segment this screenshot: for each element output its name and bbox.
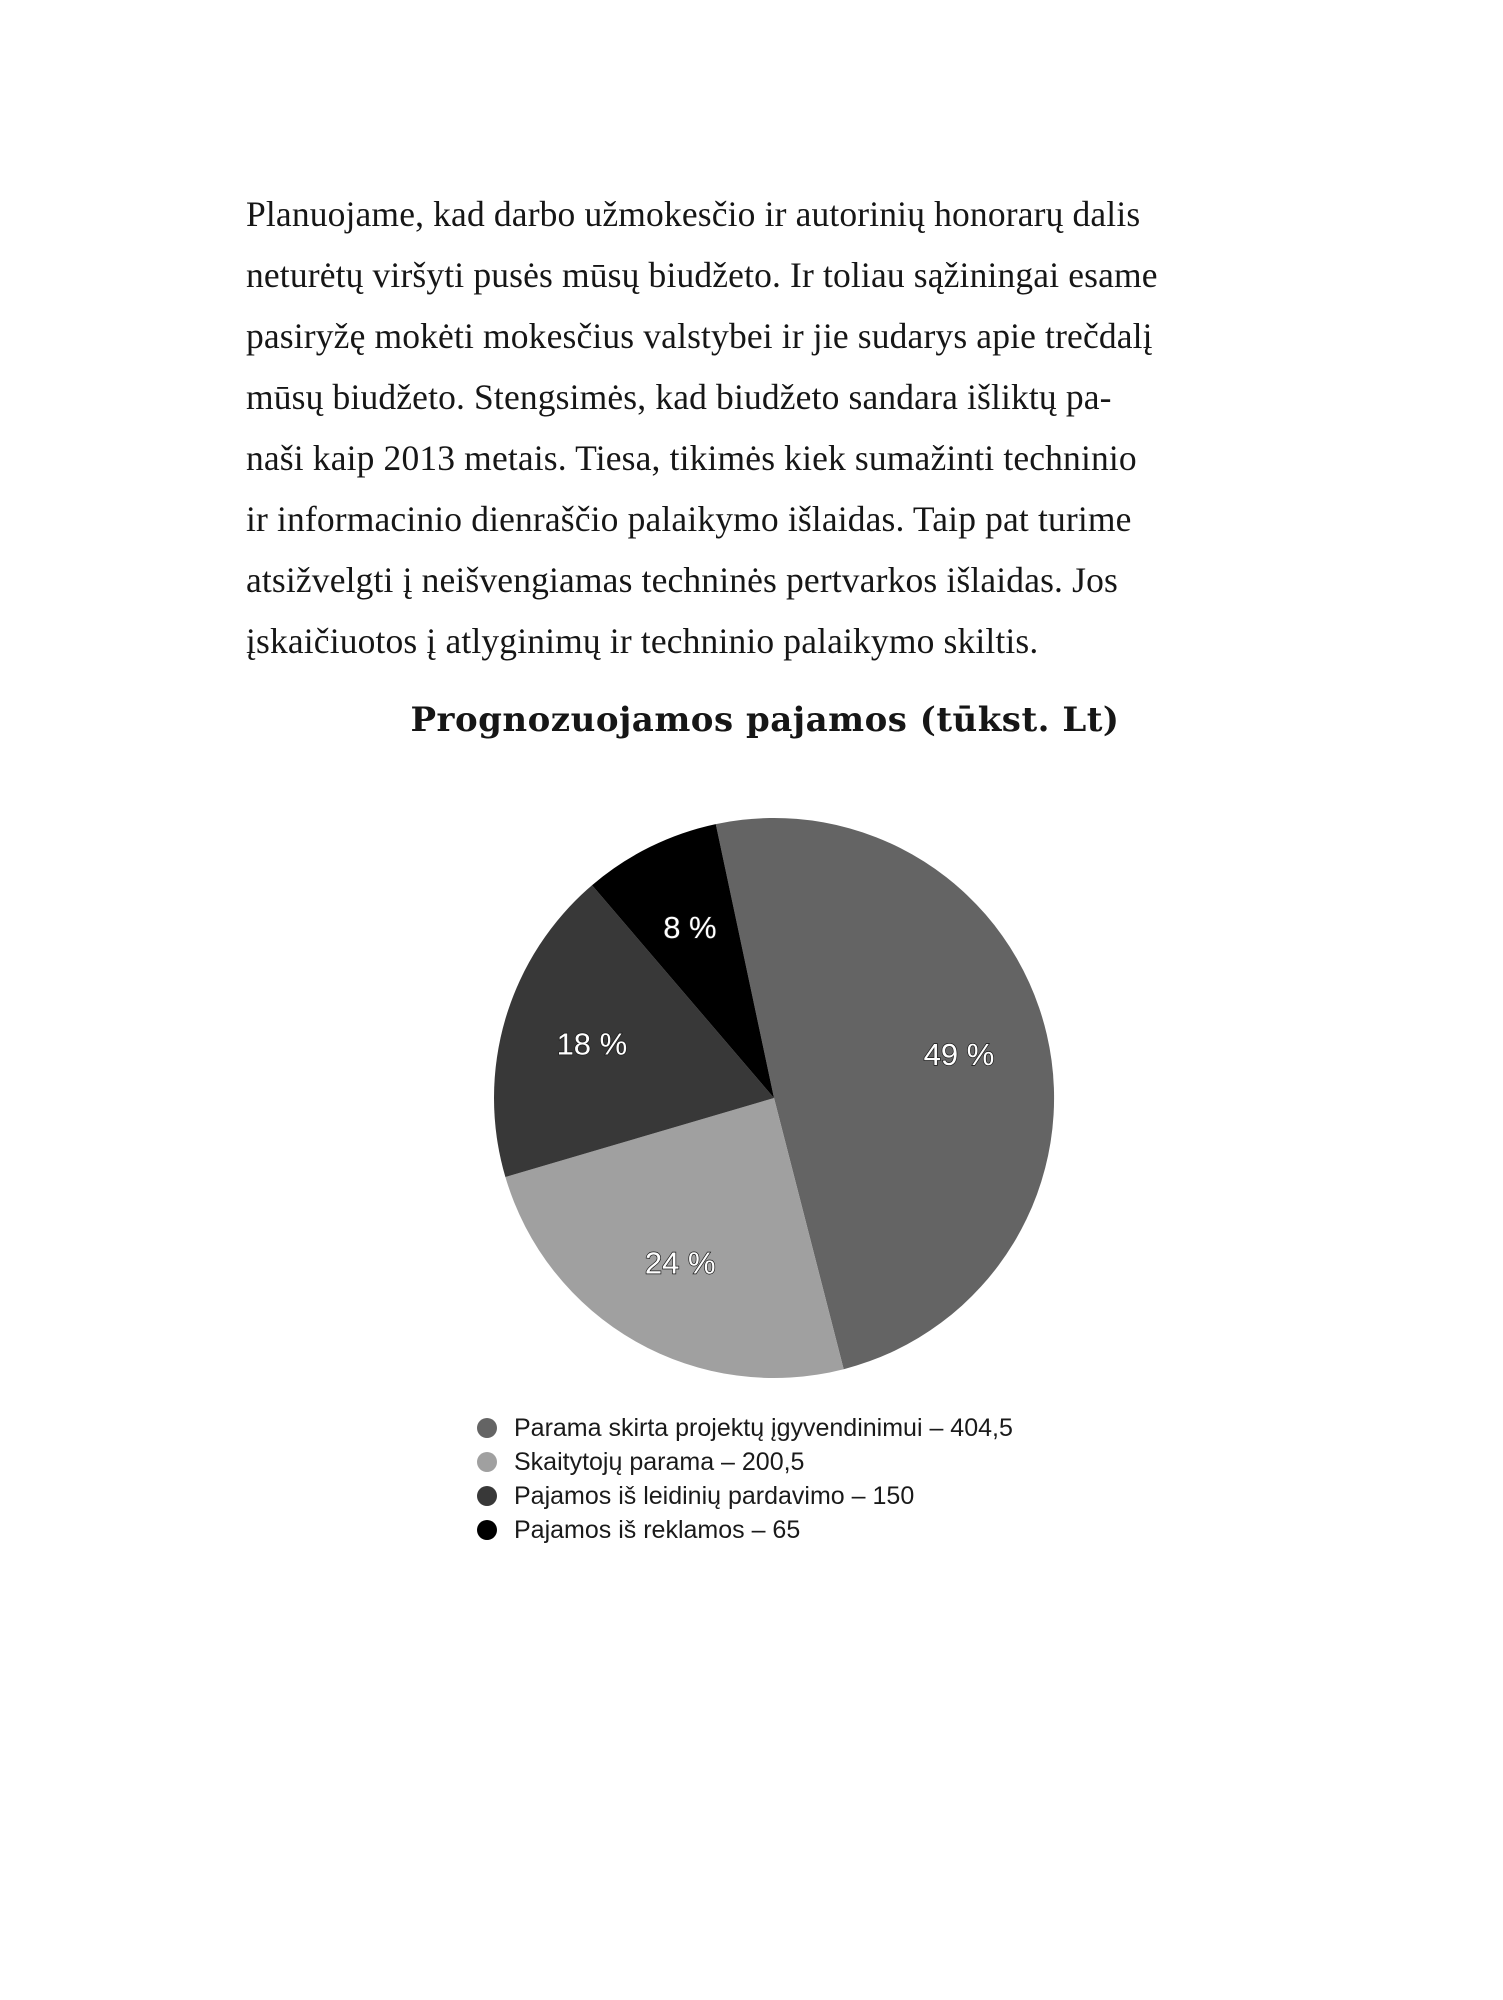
legend-label: Pajamos iš reklamos – 65	[514, 1515, 801, 1544]
legend-label: Skaitytojų parama – 200,5	[514, 1447, 805, 1476]
slice-percent-label: 8 %	[663, 910, 717, 946]
slice-percent-label: 49 %	[923, 1037, 995, 1073]
paragraph-line: pasiryžę mokėti mokesčius valstybei ir jie sudarys apie trečdalį	[246, 316, 1153, 356]
slice-percent-label: 24 %	[644, 1245, 716, 1281]
legend-item	[477, 1411, 1013, 1445]
legend-item	[477, 1513, 1013, 1547]
chart-title: Prognozuojamos pajamos (tūkst. Lt)	[410, 700, 1120, 740]
legend-marker	[477, 1418, 497, 1438]
paragraph-line: neturėtų viršyti pusės mūsų biudžeto. Ir toliau sąžiningai esame	[246, 255, 1158, 295]
paragraph-line: ir informacinio dienraščio palaikymo išlaidas. Taip pat turime	[246, 499, 1132, 539]
paragraph-line: įskaičiuotos į atlyginimų ir techninio palaikymo skiltis.	[246, 621, 1039, 661]
paragraph-line: Planuojame, kad darbo užmokesčio ir autorinių honorarų dalis	[246, 194, 1141, 234]
slice-percent-label: 18 %	[556, 1026, 628, 1062]
legend-marker	[477, 1520, 497, 1540]
legend-marker	[477, 1486, 497, 1506]
legend-label: Parama skirta projektų įgyvendinimui – 404,5	[514, 1413, 1013, 1442]
legend-item	[477, 1479, 1013, 1513]
paragraph-line: naši kaip 2013 metais. Tiesa, tikimės kiek sumažinti techninio	[246, 438, 1137, 478]
legend-item	[477, 1445, 1013, 1479]
paragraph-line: mūsų biudžeto. Stengsimės, kad biudžeto sandara išliktų pa-	[246, 377, 1112, 417]
chart-legend	[477, 1411, 1013, 1547]
legend-label: Pajamos iš leidinių pardavimo – 150	[514, 1481, 915, 1510]
legend-marker	[477, 1452, 497, 1472]
paragraph-line: atsižvelgti į neišvengiamas techninės pertvarkos išlaidas. Jos	[246, 560, 1118, 600]
